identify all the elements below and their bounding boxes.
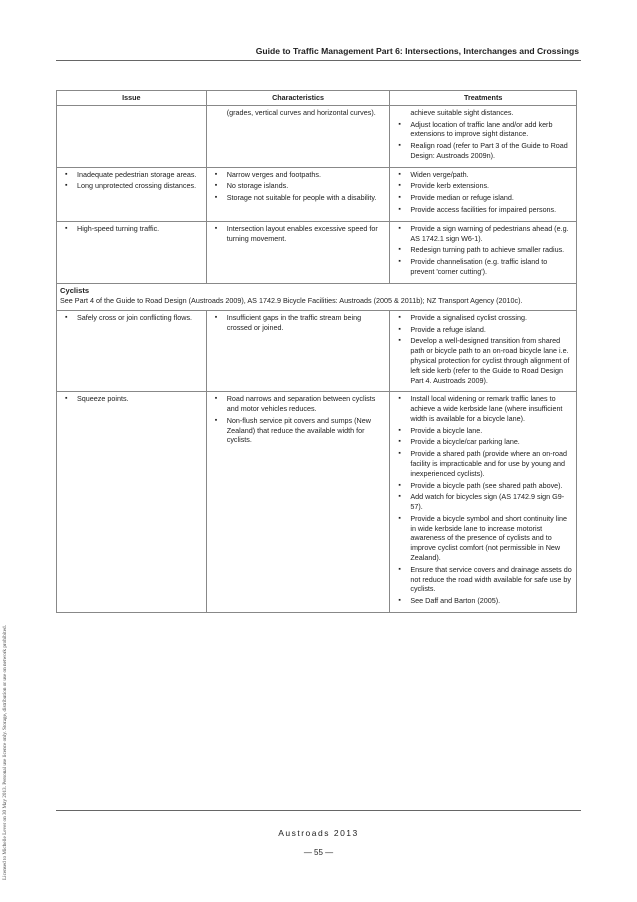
list-item: ▪ Storage not suitable for people with a disability. (210, 193, 387, 203)
treatments-list (393, 170, 573, 215)
list-item: ▪ Provide a shared path (provide where an on-road facility is impracticable and for use by young and inexperienced cyclists). (393, 449, 573, 478)
issue-cell (57, 105, 207, 167)
issue-list (60, 313, 203, 323)
table-row (57, 167, 577, 221)
list-item: ▪ Insufficient gaps in the traffic stream being crossed or joined. (210, 313, 387, 333)
list-item: ▪ Provide a sign warning of pedestrians ahead (e.g. AS 1742.1 sign W6-1). (393, 224, 573, 244)
list-item: ▪ Develop a well-designed transition from shared path or bicycle path to an on-road bicycle lane i.e. physical protection for cyclist through alignment of left side kerb (refer to the Guide to Road Design Part 4. Austroads 2009). (393, 336, 573, 385)
section-title: Cyclists (60, 285, 90, 295)
characteristics-list (210, 394, 387, 445)
licence-sidebar-note: Licensed to Michelle Lever on 30 May 2013. Personal use licence only. Storage, distribution or use on network prohibited. (2, 625, 8, 880)
treatments-list (393, 108, 573, 161)
list-item: ▪ Safely cross or join conflicting flows. (60, 313, 203, 323)
running-header: Guide to Traffic Management Part 6: Intersections, Interchanges and Crossings (255, 46, 579, 56)
list-item: ▪ Non-flush service pit covers and sumps (New Zealand) that reduce the available width for cyclists. (210, 416, 387, 445)
issue-cell (57, 221, 207, 283)
list-item: ▪ Provide kerb extensions. (393, 181, 573, 191)
table-row (57, 105, 577, 167)
characteristics-cell (206, 392, 390, 613)
treatments-cell (390, 167, 577, 221)
list-item: ▪ Provide a bicycle/car parking lane. (393, 437, 573, 447)
issue-cell (57, 392, 207, 613)
list-item: ▪ Provide a bicycle symbol and short continuity line in wide kerbside lane to increase motorist awareness of the presence of cyclists and to improve cyclist comfort (not permissible in New Zealand). (393, 514, 573, 563)
characteristics-list (210, 313, 387, 333)
list-item: ▪ Provide a bicycle path (see shared path above). (393, 481, 573, 491)
treatments-list (393, 313, 573, 385)
characteristics-cell (206, 167, 390, 221)
treatments-cell (390, 221, 577, 283)
section-row-cyclists (57, 283, 577, 310)
column-header-treatments: Treatments (390, 91, 577, 106)
treatments-list (393, 394, 573, 606)
list-item: ▪ Intersection layout enables excessive speed for turning movement. (210, 224, 387, 244)
list-item: ▪ Provide a signalised cyclist crossing. (393, 313, 573, 323)
characteristics-list (210, 108, 387, 118)
column-header-characteristics: Characteristics (206, 91, 390, 106)
section-cell (57, 283, 577, 310)
list-item: ▪ Provide median or refuge island. (393, 193, 573, 203)
issue-cell (57, 167, 207, 221)
footer-rule (56, 810, 581, 811)
table-row (57, 310, 577, 391)
list-item: ▪ Redesign turning path to achieve smaller radius. (393, 245, 573, 255)
issue-list (60, 170, 203, 192)
list-item: ▪ Provide channelisation (e.g. traffic island to prevent 'corner cutting'). (393, 257, 573, 277)
characteristics-list (210, 224, 387, 244)
column-header-issue: Issue (57, 91, 207, 106)
characteristics-cell (206, 221, 390, 283)
list-item: ▪ Widen verge/path. (393, 170, 573, 180)
list-item: achieve suitable sight distances. (410, 107, 514, 117)
list-item: ▪ Squeeze points. (60, 394, 203, 404)
table-row (57, 392, 577, 613)
issue-list (60, 394, 203, 404)
list-item: ▪ Long unprotected crossing distances. (60, 181, 203, 191)
section-note: See Part 4 of the Guide to Road Design (Austroads 2009), AS 1742.9 Bicycle Facilities: Austroads (2005 & 2011b); NZ Transport Agency (2010c). (60, 296, 523, 306)
table-row (57, 221, 577, 283)
list-item: ▪ Add watch for bicycles sign (AS 1742.9 sign G9-57). (393, 492, 573, 512)
list-item: ▪ Inadequate pedestrian storage areas. (60, 170, 203, 180)
list-item: ▪ Realign road (refer to Part 3 of the Guide to Road Design: Austroads 2009n). (393, 141, 573, 161)
list-item: ▪ Provide a bicycle lane. (393, 426, 573, 436)
list-item: ▪ Install local widening or remark traffic lanes to achieve a wide kerbside lane (where insufficient width is available for a bicycle lane). (393, 394, 573, 423)
treatments-cell (390, 105, 577, 167)
header-rule (56, 60, 581, 61)
table-header-row (57, 91, 577, 106)
list-item: ▪ Narrow verges and footpaths. (210, 170, 387, 180)
treatments-cell (390, 310, 577, 391)
issues-table (56, 90, 577, 613)
list-item: ▪ See Daff and Barton (2005). (393, 596, 573, 606)
list-item: (grades, vertical curves and horizontal curves). (226, 107, 376, 117)
list-item: ▪ Road narrows and separation between cyclists and motor vehicles reduces. (210, 394, 387, 414)
page-number: — 55 — (303, 848, 334, 857)
treatments-list (393, 224, 573, 277)
characteristics-cell (206, 310, 390, 391)
issue-list (60, 224, 203, 234)
list-item: ▪ High-speed turning traffic. (60, 224, 203, 234)
characteristics-cell (206, 105, 390, 167)
list-item: ▪ Provide a refuge island. (393, 325, 573, 335)
list-item: ▪ Adjust location of traffic lane and/or add kerb extensions to improve sight distance. (393, 120, 573, 140)
footer-publisher: Austroads 2013 (278, 828, 359, 838)
list-item: ▪ No storage islands. (210, 181, 387, 191)
treatments-cell (390, 392, 577, 613)
list-item: ▪ Ensure that service covers and drainage assets do not reduce the road width available for safe use by cyclists. (393, 565, 573, 594)
characteristics-list (210, 170, 387, 203)
list-item: ▪ Provide access facilities for impaired persons. (393, 205, 573, 215)
issue-cell (57, 310, 207, 391)
